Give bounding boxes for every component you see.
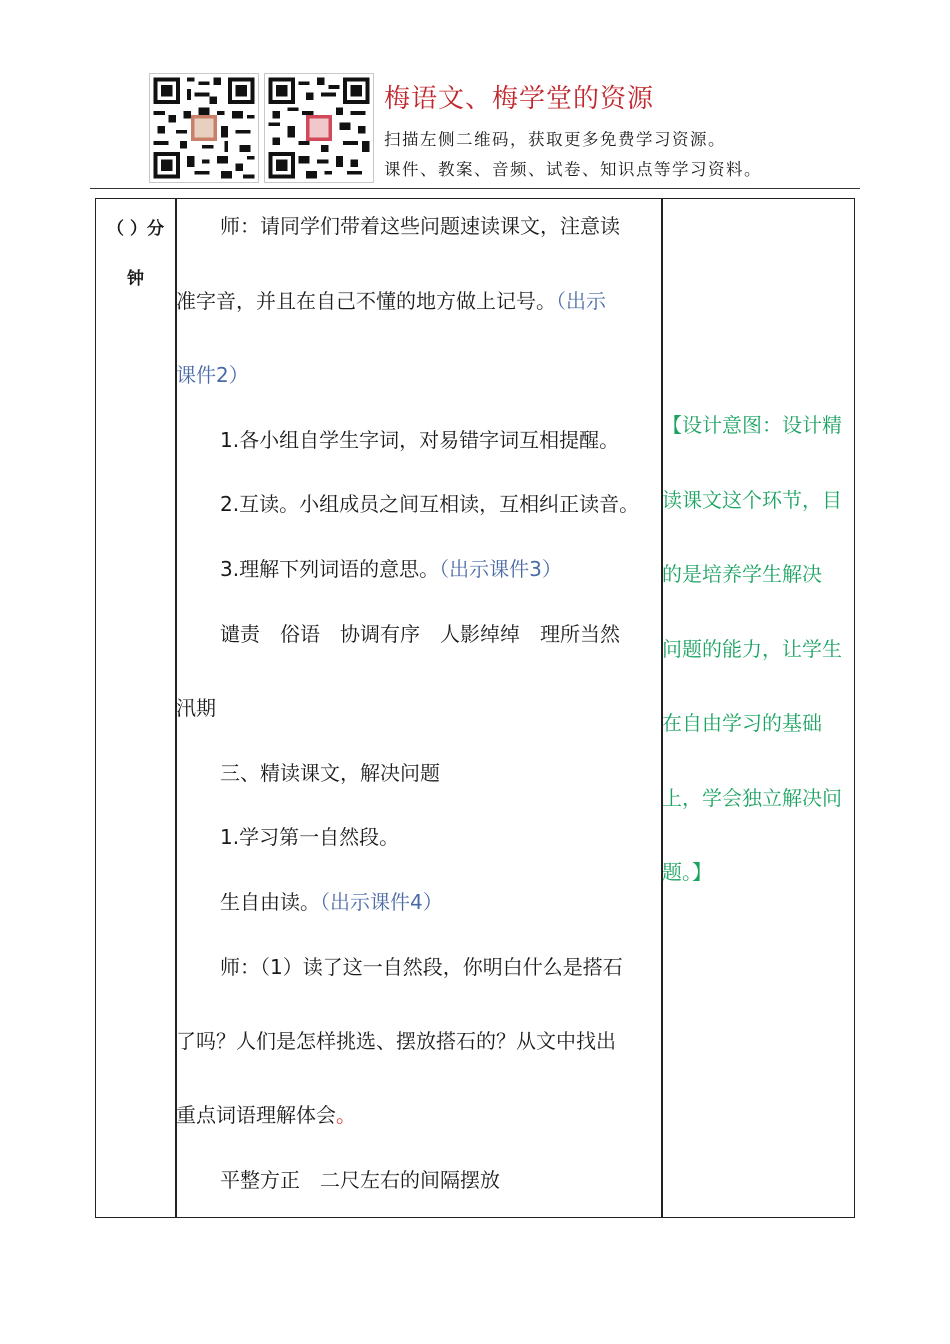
- design-note: 题。】: [662, 860, 712, 884]
- question: [176, 1101, 661, 1129]
- question-text: 重点词语理解体会: [176, 1103, 336, 1127]
- question: 师：（1）读了这一自然段，你明白什么是搭石: [220, 955, 623, 979]
- courseware-ref: （出示: [556, 289, 606, 313]
- question: 了吗？人们是怎样挑选、摆放搭石的？从文中找出: [176, 1029, 616, 1053]
- design-note: 读课文这个环节，目: [662, 488, 842, 512]
- qr-code-icon: [149, 73, 259, 183]
- design-note: 问题的能力，让学生: [662, 637, 842, 661]
- list-item: 1.学习第一自然段。: [220, 825, 400, 849]
- vocabulary-list: 汛期: [176, 696, 216, 720]
- design-note: 在自由学习的基础: [662, 711, 822, 735]
- header-title: 梅语文、梅学堂的资源: [384, 84, 655, 114]
- paragraph: [176, 888, 661, 916]
- column-divider: [661, 198, 663, 1218]
- header-divider: [90, 188, 860, 189]
- punctuation-mark: 。: [336, 1103, 356, 1127]
- list-item: 2.互读。小组成员之间互相读，互相纠正读音。: [220, 492, 640, 516]
- paragraph-text: 准字音，并且在自己不懂的地方做上记号。: [176, 289, 556, 313]
- paragraph-text: 生自由读。: [220, 890, 320, 914]
- header-subtitle-1: 扫描左侧二维码，获取更多免费学习资源。: [384, 130, 726, 149]
- vocabulary-list: 谴责 俗语 协调有序 人影绰绰 理所当然: [220, 622, 620, 646]
- time-label: （ ）分: [107, 219, 164, 239]
- list-item-text: 3.理解下列词语的意思。: [220, 557, 440, 581]
- design-note: 上，学会独立解决问: [662, 786, 842, 810]
- paragraph: 师：请同学们带着这些问题速读课文，注意读: [220, 214, 620, 238]
- answer: 平整方正 二尺左右的间隔摆放: [220, 1168, 500, 1192]
- courseware-ref: 课件2）: [176, 363, 249, 387]
- design-note: 【设计意图：设计精: [662, 413, 842, 437]
- design-note: 的是培养学生解决: [662, 562, 822, 586]
- list-item: 1.各小组自学生字词，对易错字词互相提醒。: [220, 428, 620, 452]
- list-item: [176, 555, 661, 583]
- qr-code-icon: [264, 73, 374, 183]
- courseware-ref: （出示课件3）: [439, 557, 562, 581]
- paragraph: [176, 287, 661, 315]
- section-heading: 三、精读课文，解决问题: [220, 761, 440, 785]
- header-subtitle-2: 课件、教案、音频、试卷、知识点等学习资料。: [384, 160, 762, 179]
- courseware-ref: （出示课件4）: [320, 890, 443, 914]
- time-label-suffix: 钟: [127, 269, 144, 289]
